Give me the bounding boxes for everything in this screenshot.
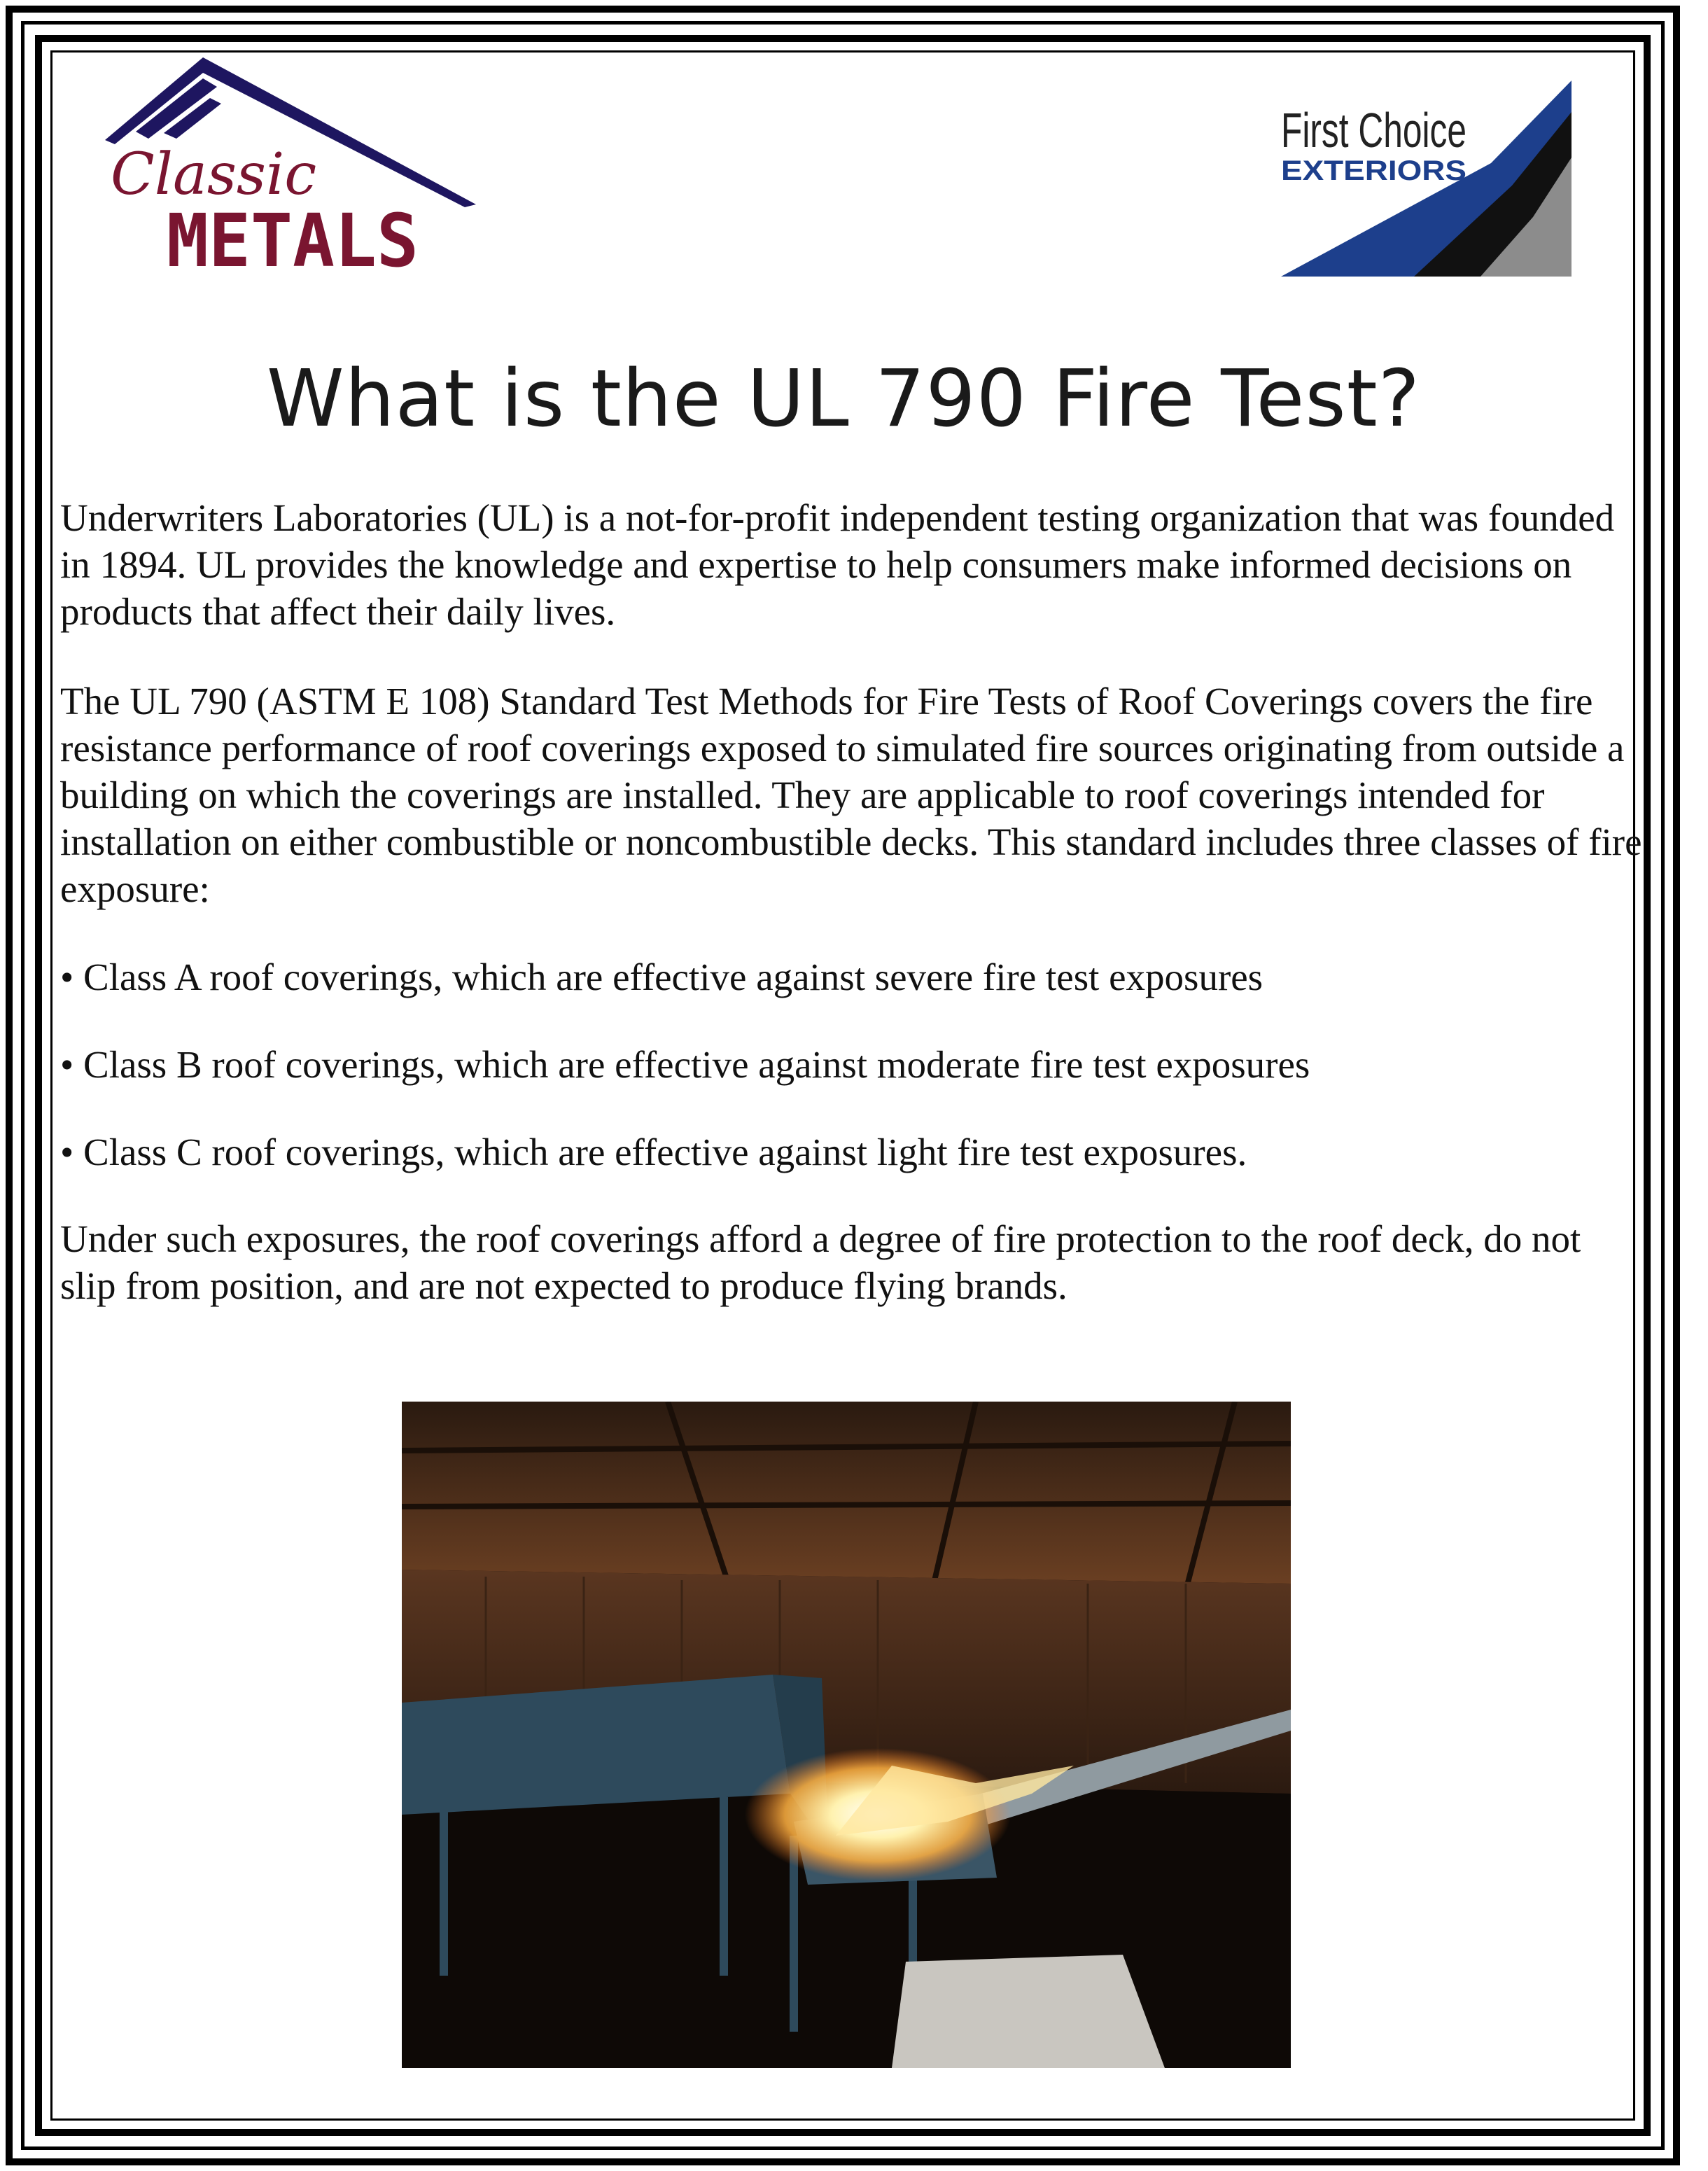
logo-classic-text: Classic bbox=[111, 141, 317, 208]
classic-metals-logo bbox=[105, 57, 476, 274]
fire-test-photo bbox=[402, 1402, 1291, 2068]
standard-paragraph: The UL 790 (ASTM E 108) Standard Test Methods for Fire Tests of Roof Coverings covers the fire resistance performance of roof coverings exposed to simulated fire sources originating from outside a building on which the coverings are installed. They are applicable to roof coverings intended for installation on either combustible or noncombustible decks. This standard includes three classes of fire exposure: bbox=[60, 680, 1642, 910]
bullet-class-b: • Class B roof coverings, which are effective against moderate fire test exposures bbox=[60, 1043, 1310, 1086]
logo-firstchoice-text: First Choice bbox=[1281, 103, 1466, 158]
bullet-class-a: • Class A roof coverings, which are effective against severe fire test exposures bbox=[60, 956, 1264, 998]
page-title: What is the UL 790 Fire Test? bbox=[266, 354, 1421, 445]
logo-metals-text: METALS bbox=[167, 198, 419, 274]
intro-paragraph: Underwriters Laboratories (UL) is a not-for-profit independent testing organization that was founded in 1894. UL provides the knowledge and expertise to help consumers make informed decisions on products that affect their daily lives. bbox=[60, 496, 1615, 633]
bullet-class-c: • Class C roof coverings, which are effective against light fire test exposures. bbox=[60, 1131, 1247, 1173]
closing-paragraph: Under such exposures, the roof coverings afford a degree of fire protection to the roof deck, do not slip from position, and are not expected to produce flying brands. bbox=[60, 1217, 1581, 1307]
logo-exteriors-text: EXTERIORS bbox=[1281, 155, 1466, 186]
first-choice-logo bbox=[1281, 81, 1572, 284]
